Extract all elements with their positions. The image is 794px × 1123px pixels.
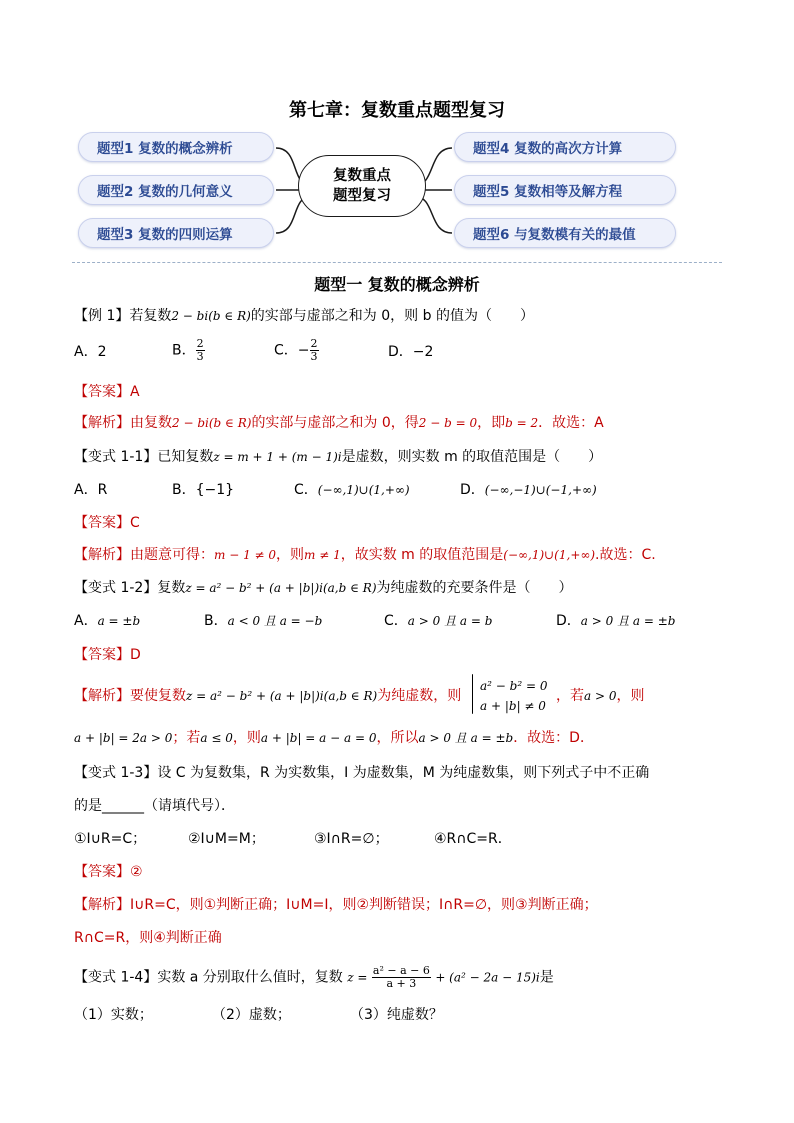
ex1-option-c: C．− $\frac{2}{3}$ (274, 337, 318, 363)
v12-option-b: B．a < 0 且 a = −b (204, 613, 323, 629)
v12-analysis-line1: 【解析】要使复数z = a² − b² + (a + |b|)i(a,b ∈ R)为纯虚数，则 (74, 688, 462, 704)
mindmap-right-6: 题型6 与复数模有关的最值 (454, 218, 676, 248)
mindmap-center (298, 155, 426, 217)
ex1-analysis: 【解析】由复数2 − bi(b ∈ R)的实部与虚部之和为 0，得2 − b = 0，即b = 2．故选：A (74, 415, 604, 431)
v13-question-line2: 的是______（请填代号）． (74, 798, 235, 814)
mindmap-left-2: 题型2 复数的几何意义 (78, 175, 274, 205)
v14-part-1: （1）实数； (74, 1007, 153, 1023)
v11-option-b: B．{−1} (172, 482, 235, 498)
ex1-option-b: B． $\frac{2}{3}$ (172, 337, 204, 363)
v13-item-3: ③I∩R=∅； (314, 831, 389, 847)
v12-option-d: D．a > 0 且 a = ±b (556, 613, 676, 629)
v11-question: 【变式 1-1】已知复数z = m + 1 + (m − 1)i是虚数，则实数 m 的取值范围是（ ） (74, 449, 603, 465)
v12-analysis-cond: ，若a > 0，则 (556, 688, 645, 704)
section-title: 题型一 复数的概念辨析 (314, 275, 480, 294)
ex1-option-a: A．2 (74, 344, 107, 360)
v13-analysis-line1: 【解析】I∪R=C，则①判断正确；I∪M=I，则②判断错误；I∩R=∅，则③判断正确； (74, 897, 598, 913)
v11-option-a: A．R (74, 482, 108, 498)
v12-analysis-line2: a + |b| = 2a > 0；若a ≤ 0，则a + |b| = a − a = 0，所以a > 0 且 a = ±b．故选：D． (74, 730, 594, 746)
v13-analysis-line2: R∩C=R，则④判断正确 (74, 930, 222, 946)
v13-item-2: ②I∪M=M； (188, 831, 265, 847)
v11-answer: 【答案】C (74, 515, 140, 531)
v12-system: a² − b² = 0 a + |b| ≠ 0 (480, 679, 548, 713)
mindmap-center-line2: 题型复习 (333, 188, 391, 204)
mindmap-right-5: 题型5 复数相等及解方程 (454, 175, 676, 205)
v12-option-c: C．a > 0 且 a = b (384, 613, 493, 629)
v13-item-1: ①I∪R=C； (74, 831, 147, 847)
v11-option-c: C．(−∞,1)∪(1,+∞) (294, 482, 410, 498)
mindmap-center-line1: 复数重点 (333, 168, 391, 184)
mindmap-left-3: 题型3 复数的四则运算 (78, 218, 274, 248)
v14-part-3: （3）纯虚数？ (350, 1007, 443, 1023)
section-divider (72, 262, 722, 263)
ex1-question: 【例 1】若复数2 − bi(b ∈ R)的实部与虚部之和为 0，则 b 的值为（ ） (74, 308, 534, 324)
mindmap-right-4: 题型4 复数的高次方计算 (454, 132, 676, 162)
v12-answer: 【答案】D (74, 647, 141, 663)
v11-option-d: D．(−∞,−1)∪(−1,+∞) (460, 482, 597, 498)
ex1-answer: 【答案】A (74, 384, 140, 400)
mindmap-left-1: 题型1 复数的概念辨析 (78, 132, 274, 162)
v11-analysis: 【解析】由题意可得：m − 1 ≠ 0，则m ≠ 1，故实数 m 的取值范围是(−∞,1)∪(1,+∞).故选：C. (74, 547, 656, 563)
v13-answer: 【答案】② (74, 864, 143, 880)
v13-item-4: ④R∩C=R． (434, 831, 512, 847)
v13-question-line1: 【变式 1-3】设 C 为复数集，R 为实数集，I 为虚数集，M 为纯虚数集，则下列式子中不正确 (74, 765, 650, 781)
page-title: 第七章：复数重点题型复习 (289, 100, 505, 121)
v14-question: 【变式 1-4】实数 a 分别取什么值时，复数 z = $\frac{\text{a² − a − 6}}{a + 3}$ + (a² − 2a − 15)i是 (74, 964, 554, 990)
ex1-option-d: D．−2 (388, 344, 434, 360)
v12-question: 【变式 1-2】复数z = a² − b² + (a + |b|)i(a,b ∈ R)为纯虚数的充要条件是（ ） (74, 580, 573, 596)
v12-option-a: A．a = ±b (74, 613, 141, 629)
v12-system-brace (472, 674, 473, 714)
v14-part-2: （2）虚数； (212, 1007, 291, 1023)
